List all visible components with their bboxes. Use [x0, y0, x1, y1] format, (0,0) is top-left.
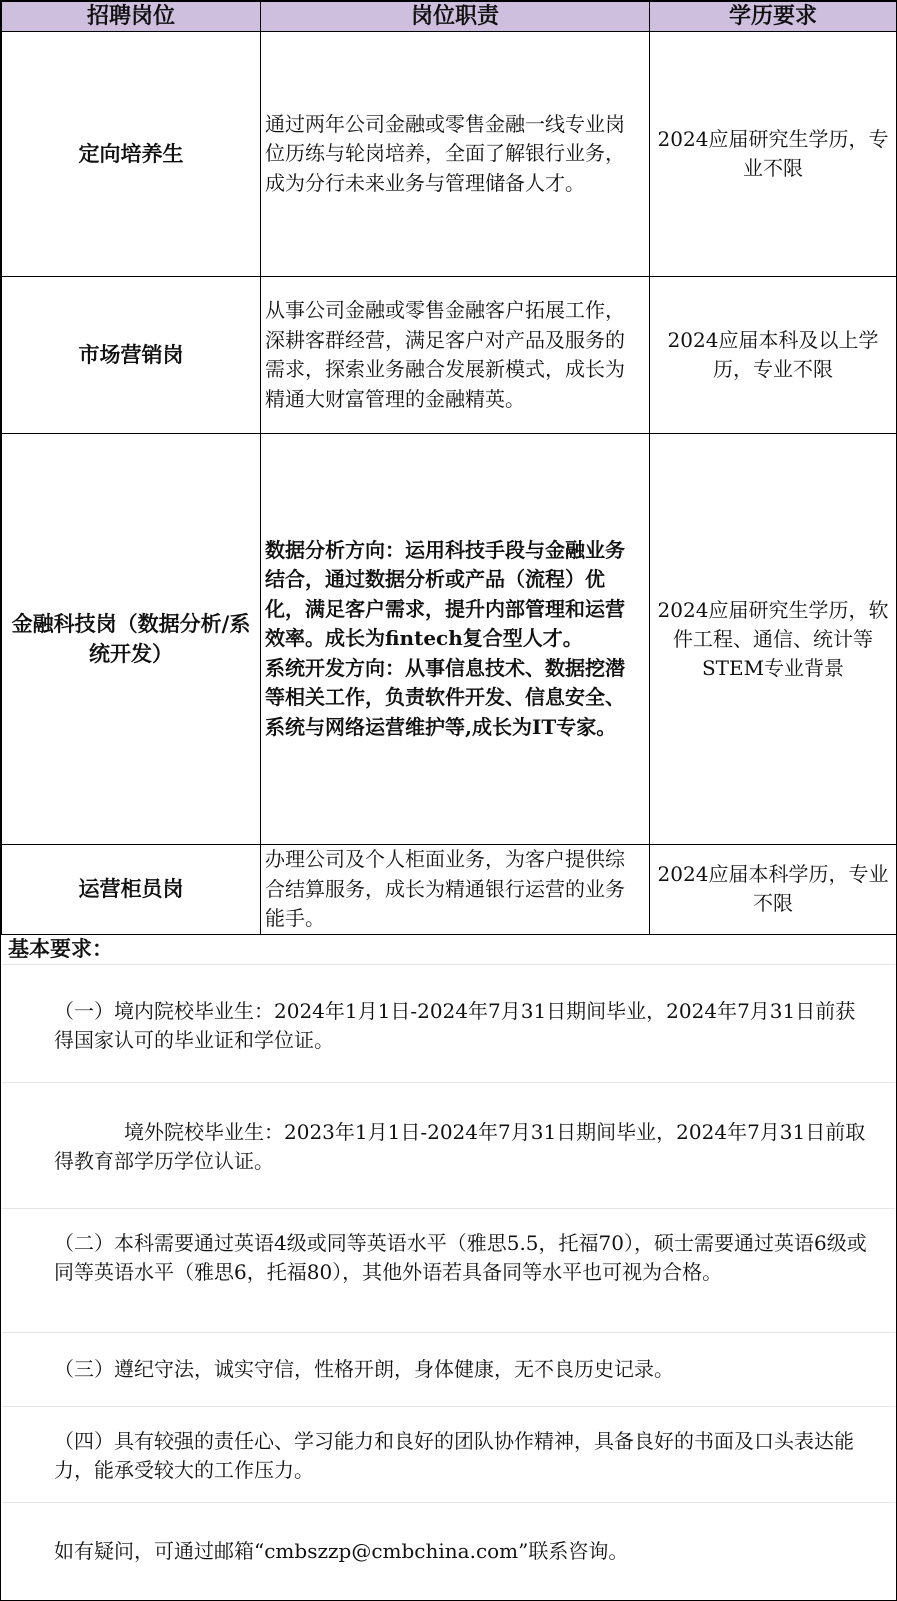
position-name: 定向培养生: [2, 32, 261, 277]
requirement-item: [2, 1406, 895, 1502]
requirement-item: [2, 1332, 895, 1406]
requirement-domestic: （一）境内院校毕业生：2024年1月1日-2024年7月31日期间毕业，2024年7月31日前获得国家认可的毕业证和学位证。: [54, 999, 856, 1052]
position-duty: 从事公司金融或零售金融客户拓展工作，深耕客群经营，满足客户对产品及服务的需求，探索业务融合发展新模式，成长为精通大财富管理的金融精英。: [261, 277, 650, 434]
basic-requirements: [2, 934, 895, 1600]
duty-data-analysis: 数据分析方向：运用科技手段与金融业务结合，通过数据分析或产品（流程）优化，满足客户需求，提升内部管理和运营效率。成长为fintech复合型人才。: [265, 537, 625, 651]
education-requirement: 2024应届研究生学历，软件工程、通信、统计等STEM专业背景: [650, 434, 897, 845]
table-row: [2, 32, 897, 277]
requirement-english: （二）本科需要通过英语4级或同等英语水平（雅思5.5，托福70），硕士需要通过英语6级或同等英语水平（雅思6，托福80），其他外语若具备同等水平也可视为合格。: [54, 1231, 867, 1284]
education-requirement: 2024应届研究生学历，专业不限: [650, 32, 897, 277]
table-row: [2, 845, 897, 935]
requirement-overseas: 境外院校毕业生：2023年1月1日-2024年7月31日期间毕业，2024年7月31日前取得教育部学历学位认证。: [54, 1120, 866, 1173]
table-row: [2, 434, 897, 845]
header-education: 学历要求: [650, 2, 897, 32]
requirement-item: [2, 1208, 895, 1332]
requirement-item: [2, 1502, 895, 1600]
contact-note: 如有疑问，可通过邮箱“cmbszzp@cmbchina.com”联系咨询。: [54, 1539, 629, 1563]
requirement-ability: （四）具有较强的责任心、学习能力和良好的团队协作精神，具备良好的书面及口头表达能力，能承受较大的工作压力。: [54, 1429, 854, 1482]
requirements-title: 基本要求：: [8, 936, 113, 961]
header-duty: 岗位职责: [261, 2, 650, 32]
position-duty: 通过两年公司金融或零售金融一线专业岗位历练与轮岗培养，全面了解银行业务，成为分行未来业务与管理储备人才。: [261, 32, 650, 277]
positions-table: [1, 1, 897, 935]
position-duty: 办理公司及个人柜面业务，为客户提供综合结算服务，成长为精通银行运营的业务能手。: [261, 845, 650, 935]
table-header-row: [2, 2, 897, 32]
position-name: 金融科技岗（数据分析/系统开发）: [2, 434, 261, 845]
duty-system-development: 系统开发方向：从事信息技术、数据挖潜等相关工作，负责软件开发、信息安全、系统与网络运营维护等,成长为IT专家。: [265, 655, 625, 739]
requirement-conduct: （三）遵纪守法，诚实守信，性格开朗，身体健康，无不良历史记录。: [54, 1357, 674, 1381]
table-row: [2, 277, 897, 434]
position-name: 运营柜员岗: [2, 845, 261, 935]
requirements-title-row: [2, 934, 895, 964]
education-requirement: 2024应届本科学历，专业不限: [650, 845, 897, 935]
header-position: 招聘岗位: [2, 2, 261, 32]
education-requirement: 2024应届本科及以上学历，专业不限: [650, 277, 897, 434]
position-name: 市场营销岗: [2, 277, 261, 434]
position-duty: [261, 434, 650, 845]
requirement-item: [2, 964, 895, 1082]
requirement-item: [2, 1082, 895, 1208]
